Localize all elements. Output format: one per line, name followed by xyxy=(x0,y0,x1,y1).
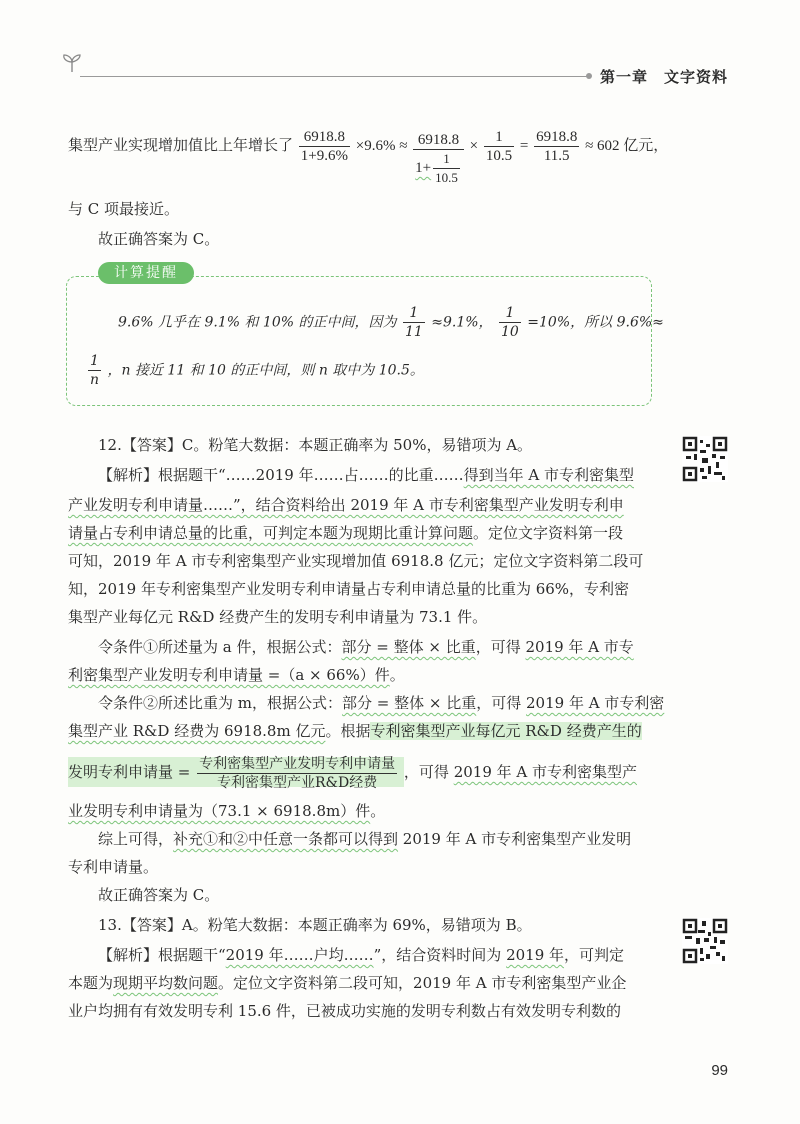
q13-l2e: ，可判定 xyxy=(564,946,625,964)
q12-l2a: 【解析】根据题干“……2019 年……占……的比重…… xyxy=(98,466,464,484)
q12-l14b: 补充①和②中任意一条都可以得到 xyxy=(173,830,399,848)
tip-fraction-1-den: 11 xyxy=(404,324,423,340)
q12-summary-line-2: 专利申请量。 xyxy=(68,858,159,876)
q12-l13b: 。 xyxy=(370,802,386,820)
q12-correct-answer: 故正确答案为 C。 xyxy=(98,886,220,904)
q13-l2a: 【解析】根据题干“ xyxy=(98,946,226,964)
q12-analysis-line-6: 集型产业每亿元 R&D 经费产生的发明专利申请量为 73.1 件。 xyxy=(68,608,488,626)
q12-analysis-line-1 xyxy=(98,464,634,486)
q12-l10d: 2019 年 A 市专利密 xyxy=(526,694,665,712)
q13-l3c: 。定位文字资料第二段可知，2019 年 A 市专利密集型产业企 xyxy=(218,974,627,992)
tip-text-b: ≈9.1%， xyxy=(431,314,493,331)
times-text-1: ×9.6% ≈ xyxy=(355,137,408,154)
times-text-2: × xyxy=(469,137,479,154)
q12-formula-highlight xyxy=(68,755,404,791)
q12-analysis-line-3 xyxy=(68,522,623,544)
q13-l2d: 2019 年 xyxy=(506,946,565,964)
q13-analysis-line-2 xyxy=(68,972,626,994)
q13-analysis-line-1 xyxy=(98,944,624,966)
q12-l14a: 综上可得， xyxy=(98,830,174,848)
q13-analysis-line-3: 业户均拥有有效发明专利 15.6 件，已被成功实施的发明专利数占有效发明专利数的 xyxy=(68,1002,621,1020)
q12-l8c: ，可得 xyxy=(475,638,526,656)
fraction-2-den-prefix: 1+ xyxy=(415,159,432,176)
fraction-2 xyxy=(413,131,464,187)
q12-condition-1-result xyxy=(68,664,405,686)
closest-option-text: 与 C 项最接近。 xyxy=(68,200,180,218)
tip-fraction-3 xyxy=(88,352,101,389)
q12-l8b: 部分 = 整体 × 比重 xyxy=(341,638,476,656)
fraction-1 xyxy=(299,128,350,165)
tip-fraction-2-num: 1 xyxy=(499,304,521,323)
q12-l10c: ，可得 xyxy=(476,694,526,712)
q12-answer-line: 12.【答案】C。粉笔大数据：本题正确率为 50%，易错项为 A。 xyxy=(98,436,533,454)
q12-l14c: 2019 年 A 市专利密集型产业发明 xyxy=(398,830,632,848)
fraction-4 xyxy=(534,128,579,165)
fraction-2-den xyxy=(413,150,464,187)
formula-lead: 集型产业实现增加值比上年增长了 xyxy=(68,137,294,154)
q12-condition-2-result xyxy=(68,720,642,742)
fraction-1-den: 1+9.6% xyxy=(300,148,348,164)
tip-fraction-3-num: 1 xyxy=(88,352,101,371)
fraction-4-den: 11.5 xyxy=(543,148,570,164)
q12-analysis-line-2 xyxy=(68,494,624,516)
fraction-4-num: 6918.8 xyxy=(536,129,578,145)
tip-text-a: 9.6% 几乎在 9.1% 和 10% 的正中间，因为 xyxy=(118,314,397,331)
fraction-3-num: 1 xyxy=(484,128,514,147)
q12-l9b: 。 xyxy=(389,666,405,684)
q12-formula-line xyxy=(68,752,637,792)
q12-combined-result xyxy=(68,800,385,822)
equals-sign: = xyxy=(519,137,529,154)
q12-l11b: 。根据 xyxy=(325,722,371,740)
nested-num: 1 xyxy=(433,150,460,169)
header-rule xyxy=(80,76,588,77)
q12-l3a: 产业发明专利申请量…… xyxy=(68,496,234,514)
tip-line-1 xyxy=(118,304,664,341)
q13-l3b: 现期平均数问题 xyxy=(113,974,219,992)
q12-l11a: 集型产业 R&D 经费为 6918.8m 亿元 xyxy=(68,722,326,740)
tip-fraction-2 xyxy=(499,304,521,341)
q12-summary-line xyxy=(98,828,631,850)
q12-l10a: 令条件②所述比重为 m，根据公式： xyxy=(98,694,342,712)
qr-code-icon[interactable] xyxy=(682,918,728,964)
q12-condition-1-line xyxy=(98,636,634,658)
q12-l4b: 现期比重计算问题 xyxy=(353,524,474,542)
q13-answer-line: 13.【答案】A。粉笔大数据：本题正确率为 69%，易错项为 B。 xyxy=(98,916,532,934)
fraction-1-num: 6918.8 xyxy=(299,128,350,147)
q12-l12a: 发明专利申请量 = xyxy=(68,763,191,781)
q13-l3a: 本题为 xyxy=(68,974,114,992)
q12-l8d: 2019 年 A 市专 xyxy=(525,638,634,656)
q12-formula-fraction xyxy=(197,755,397,792)
q12-l9a: 利密集型产业发明专利申请量 =（a × 66%）件 xyxy=(68,666,390,684)
chapter-title: 第一章 文字资料 xyxy=(600,69,729,86)
q12-l13a: 业发明专利申请量为（73.1 × 6918.8m）件 xyxy=(68,802,371,820)
tip-fraction-3-den: n xyxy=(90,372,100,388)
tip-text-c: =10%，所以 9.6%≈ xyxy=(527,314,664,331)
tip-fraction-1-num: 1 xyxy=(403,304,425,323)
q12-analysis-line-4: 可知，2019 年 A 市专利密集型产业实现增加值 6918.8 亿元；定位文字资料第二段可 xyxy=(68,552,644,570)
qr-code-icon[interactable] xyxy=(682,436,728,482)
formula-tail: ≈ 602 亿元， xyxy=(585,137,669,154)
formula-line xyxy=(68,128,668,187)
q12-l4c: 。定位文字资料第一段 xyxy=(473,524,624,542)
page-number: 99 xyxy=(711,1062,728,1079)
q12-condition-2-line xyxy=(98,692,664,714)
tip-fraction-1 xyxy=(403,304,425,341)
q12-l8a: 令条件①所述量为 a 件，根据公式： xyxy=(98,638,342,656)
q12-l12b: ，可得 xyxy=(403,763,454,781)
q12-formula-num: 专利密集型产业发明专利申请量 xyxy=(199,755,396,772)
fraction-3 xyxy=(484,128,514,165)
tip-text-d: ，n 接近 11 和 10 的正中间，则 n 取中为 10.5。 xyxy=(107,362,424,379)
header-dot xyxy=(586,73,592,79)
q12-l3b: ”，结合资料给出 2019 年 A 市专利密集型产业发明专利申 xyxy=(233,496,624,514)
sprout-icon xyxy=(60,52,84,74)
answer-text-11: 故正确答案为 C。 xyxy=(98,230,220,248)
q13-l2b: 2019 年……户均…… xyxy=(225,946,374,964)
q12-analysis-line-5: 知，2019 年专利密集型产业发明专利申请量占专利申请总量的比重为 66%，专利密 xyxy=(68,580,630,598)
tip-line-2 xyxy=(86,352,424,389)
nested-fraction xyxy=(433,150,460,187)
q12-l11c: 专利密集型产业每亿元 R&D 经费产生的 xyxy=(370,722,642,740)
fraction-3-den: 10.5 xyxy=(485,148,513,164)
q12-formula-den: 专利密集型产业R&D经费 xyxy=(217,774,378,791)
q12-l2b: 得到当年 A 市专利密集型 xyxy=(463,466,634,484)
tip-tag: 计算提醒 xyxy=(98,262,194,284)
q12-l12c: 2019 年 A 市专利密集型产 xyxy=(453,763,637,781)
q12-l4a: 请量占专利申请总量的比重，可判定本题为 xyxy=(68,524,354,542)
fraction-2-num: 6918.8 xyxy=(413,131,464,150)
tip-fraction-2-den: 10 xyxy=(501,324,519,340)
q12-l10b: 部分 = 整体 × 比重 xyxy=(342,694,477,712)
q13-l2c: ”，结合资料时间为 xyxy=(373,946,507,964)
nested-den: 10.5 xyxy=(435,170,458,185)
